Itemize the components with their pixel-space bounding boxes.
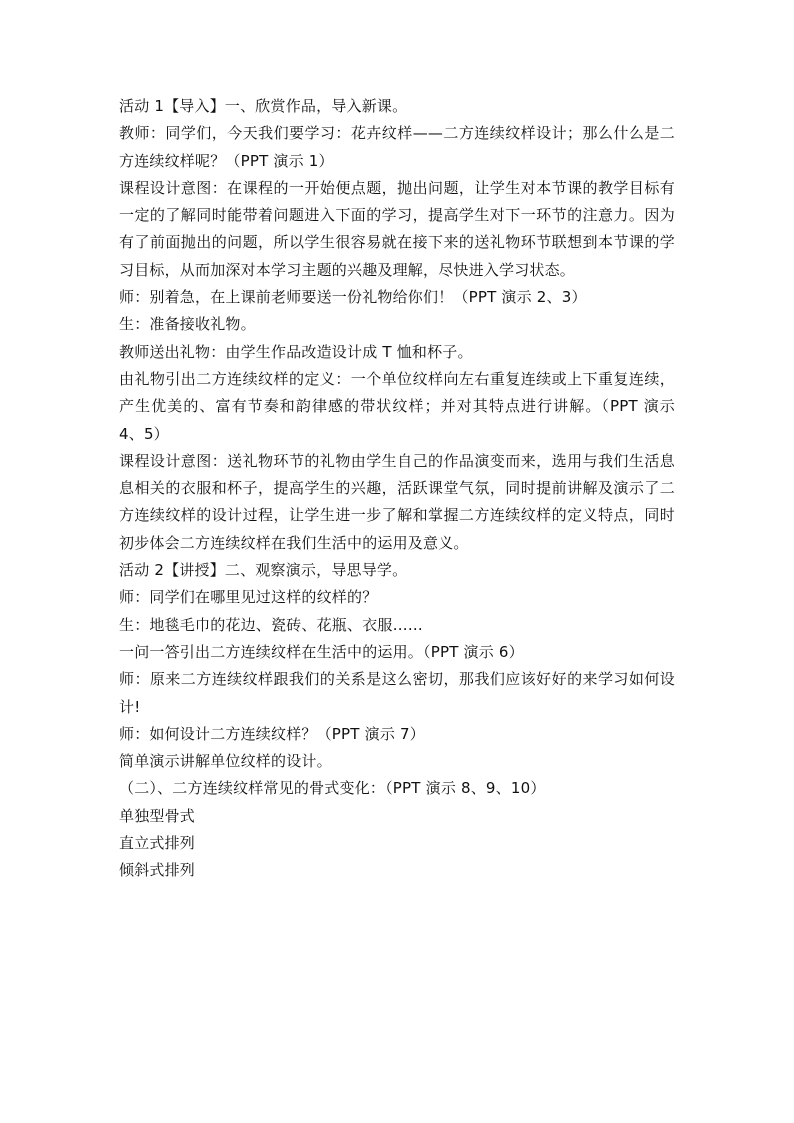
paragraph-teacher-gift: 师：别着急，在上课前老师要送一份礼物给你们！（PPT 演示 2、3）	[119, 288, 587, 307]
paragraph-activity-1-heading: 活动 1【导入】一、欣赏作品，导入新课。	[119, 97, 408, 115]
paragraph-vertical-arrangement: 直立式排列	[119, 834, 196, 853]
paragraph-teacher-gives-gift: 教师送出礼物：由学生作品改造设计成 T 恤和杯子。	[119, 342, 473, 361]
document-body	[119, 93, 675, 885]
paragraph-teacher-intro: 教师：同学们，今天我们要学习：花卉纹样——二方连续纹样设计；那么什么是二方连续纹样呢？（PPT 演示 1）	[119, 124, 675, 170]
paragraph-qa-application: 一问一答引出二方连续纹样在生活中的运用。（PPT 演示 6）	[119, 642, 524, 661]
paragraph-teacher-how-to-design: 师：如何设计二方连续纹样？（PPT 演示 7）	[119, 724, 425, 743]
paragraph-unit-demo: 简单演示讲解单位纹样的设计。	[119, 752, 332, 771]
paragraph-definition: 由礼物引出二方连续纹样的定义：一个单位纹样向左右重复连续或上下重复连续，产生优美的、富有节奏和韵律感的带状纹样；并对其特点进行讲解。（PPT 演示 4、5）	[119, 369, 675, 443]
paragraph-student-receive: 生：准备接收礼物。	[119, 315, 256, 334]
paragraph-skeleton-variations: （二）、二方连续纹样常见的骨式变化：（PPT 演示 8、9、10）	[119, 779, 546, 798]
paragraph-design-intent-1: 课程设计意图：在课程的一开始便点题，抛出问题，让学生对本节课的教学目标有一定的了解同时能带着问题进入下面的学习，提高学生对下一环节的注意力。因为有了前面抛出的问题，所以学生很容易就在接下来的送礼物环节联想到本节课的学习目标，从而加深对本学习主题的兴趣及理解，尽快进入学习状态。	[119, 178, 675, 279]
paragraph-teacher-question: 师：同学们在哪里见过这样的纹样的？	[119, 588, 378, 607]
paragraph-teacher-relation: 师：原来二方连续纹样跟我们的关系是这么密切，那我们应该好好的来学习如何设计!	[119, 670, 675, 716]
paragraph-design-intent-2: 课程设计意图：送礼物环节的礼物由学生自己的作品演变而来，选用与我们生活息息相关的衣服和杯子，提高学生的兴趣，活跃课堂气氛，同时提前讲解及演示了二方连续纹样的设计过程，让学生进一步了解和掌握二方连续纹样的定义特点，同时初步体会二方连续纹样在我们生活中的运用及意义。	[119, 451, 675, 552]
paragraph-activity-2-heading: 活动 2【讲授】二、观察演示，导思导学。	[119, 561, 408, 580]
paragraph-oblique-arrangement: 倾斜式排列	[119, 861, 196, 880]
paragraph-student-answer: 生：地毯毛巾的花边、瓷砖、花瓶、衣服……	[119, 615, 424, 634]
paragraph-single-skeleton: 单独型骨式	[119, 806, 196, 825]
